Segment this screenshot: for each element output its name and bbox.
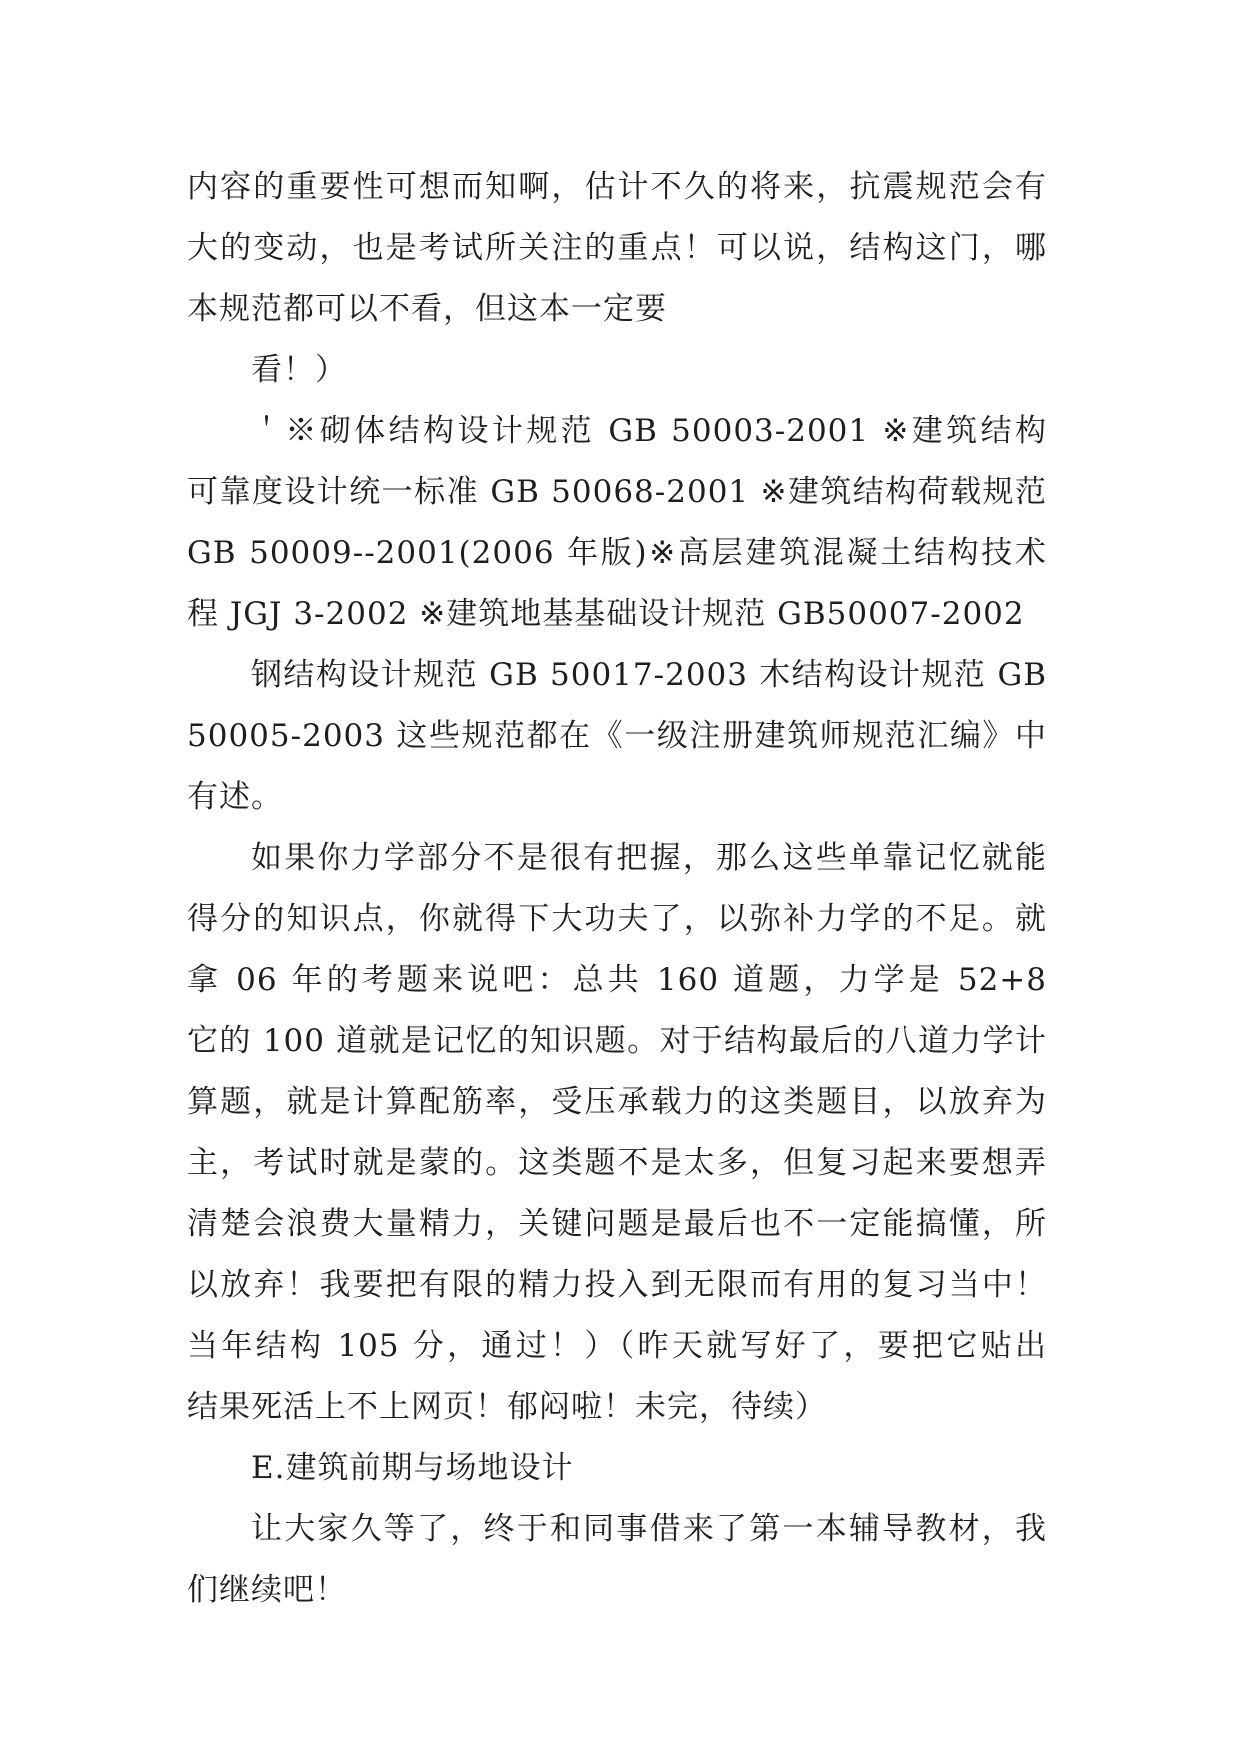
text-line: 大的变动，也是考试所关注的重点！可以说，结构这门，哪 <box>187 230 1047 266</box>
text-line: 可靠度设计统一标准 GB 50068-2001 ※建筑结构荷载规范 <box>187 474 1047 510</box>
text-line: 看！） <box>251 352 347 388</box>
text-line: GB 50009--2001(2006 年版)※高层建筑混凝土结构技术 <box>187 535 1047 571</box>
text-line: 清楚会浪费大量精力，关键问题是最后也不一定能搞懂，所 <box>187 1206 1047 1242</box>
text-line: 程 JGJ 3-2002 ※建筑地基基础设计规范 GB50007-2002 <box>187 596 1025 632</box>
section-heading: E.建筑前期与场地设计 <box>251 1450 574 1486</box>
text-line: 算题，就是计算配筋率，受压承载力的这类题目，以放弃为 <box>187 1084 1047 1120</box>
document-body <box>187 157 1047 1621</box>
text-line: 内容的重要性可想而知啊，估计不久的将来，抗震规范会有 <box>187 169 1047 205</box>
text-line: 钢结构设计规范 GB 50017-2003 木结构设计规范 GB <box>251 657 1047 693</box>
text-line: 拿 06 年的考题来说吧：总共 160 道题，力学是 52+8 <box>187 962 1047 998</box>
text-line: 有述。 <box>187 779 283 815</box>
text-line: 本规范都可以不看，但这本一定要 <box>187 291 667 327</box>
text-line: ＇※砌体结构设计规范 GB 50003-2001 ※建筑结构 <box>251 413 1047 449</box>
text-line: 让大家久等了，终于和同事借来了第一本辅导教材，我 <box>251 1511 1047 1547</box>
text-line: 如果你力学部分不是很有把握，那么这些单靠记忆就能 <box>251 840 1047 876</box>
text-line: 以放弃！我要把有限的精力投入到无限而有用的复习当中！ <box>187 1267 1047 1303</box>
text-line: 当年结构 105 分，通过！）（昨天就写好了，要把它贴出 <box>187 1328 1047 1364</box>
text-line: 结果死活上不上网页！郁闷啦！未完，待续） <box>187 1389 827 1425</box>
text-line: 们继续吧！ <box>187 1572 347 1608</box>
text-line: 得分的知识点，你就得下大功夫了，以弥补力学的不足。就 <box>187 901 1047 937</box>
text-line: 主，考试时就是蒙的。这类题不是太多，但复习起来要想弄 <box>187 1145 1047 1181</box>
text-line: 它的 100 道就是记忆的知识题。对于结构最后的八道力学计 <box>187 1023 1047 1059</box>
text-line: 50005-2003 这些规范都在《一级注册建筑师规范汇编》中 <box>187 718 1047 754</box>
